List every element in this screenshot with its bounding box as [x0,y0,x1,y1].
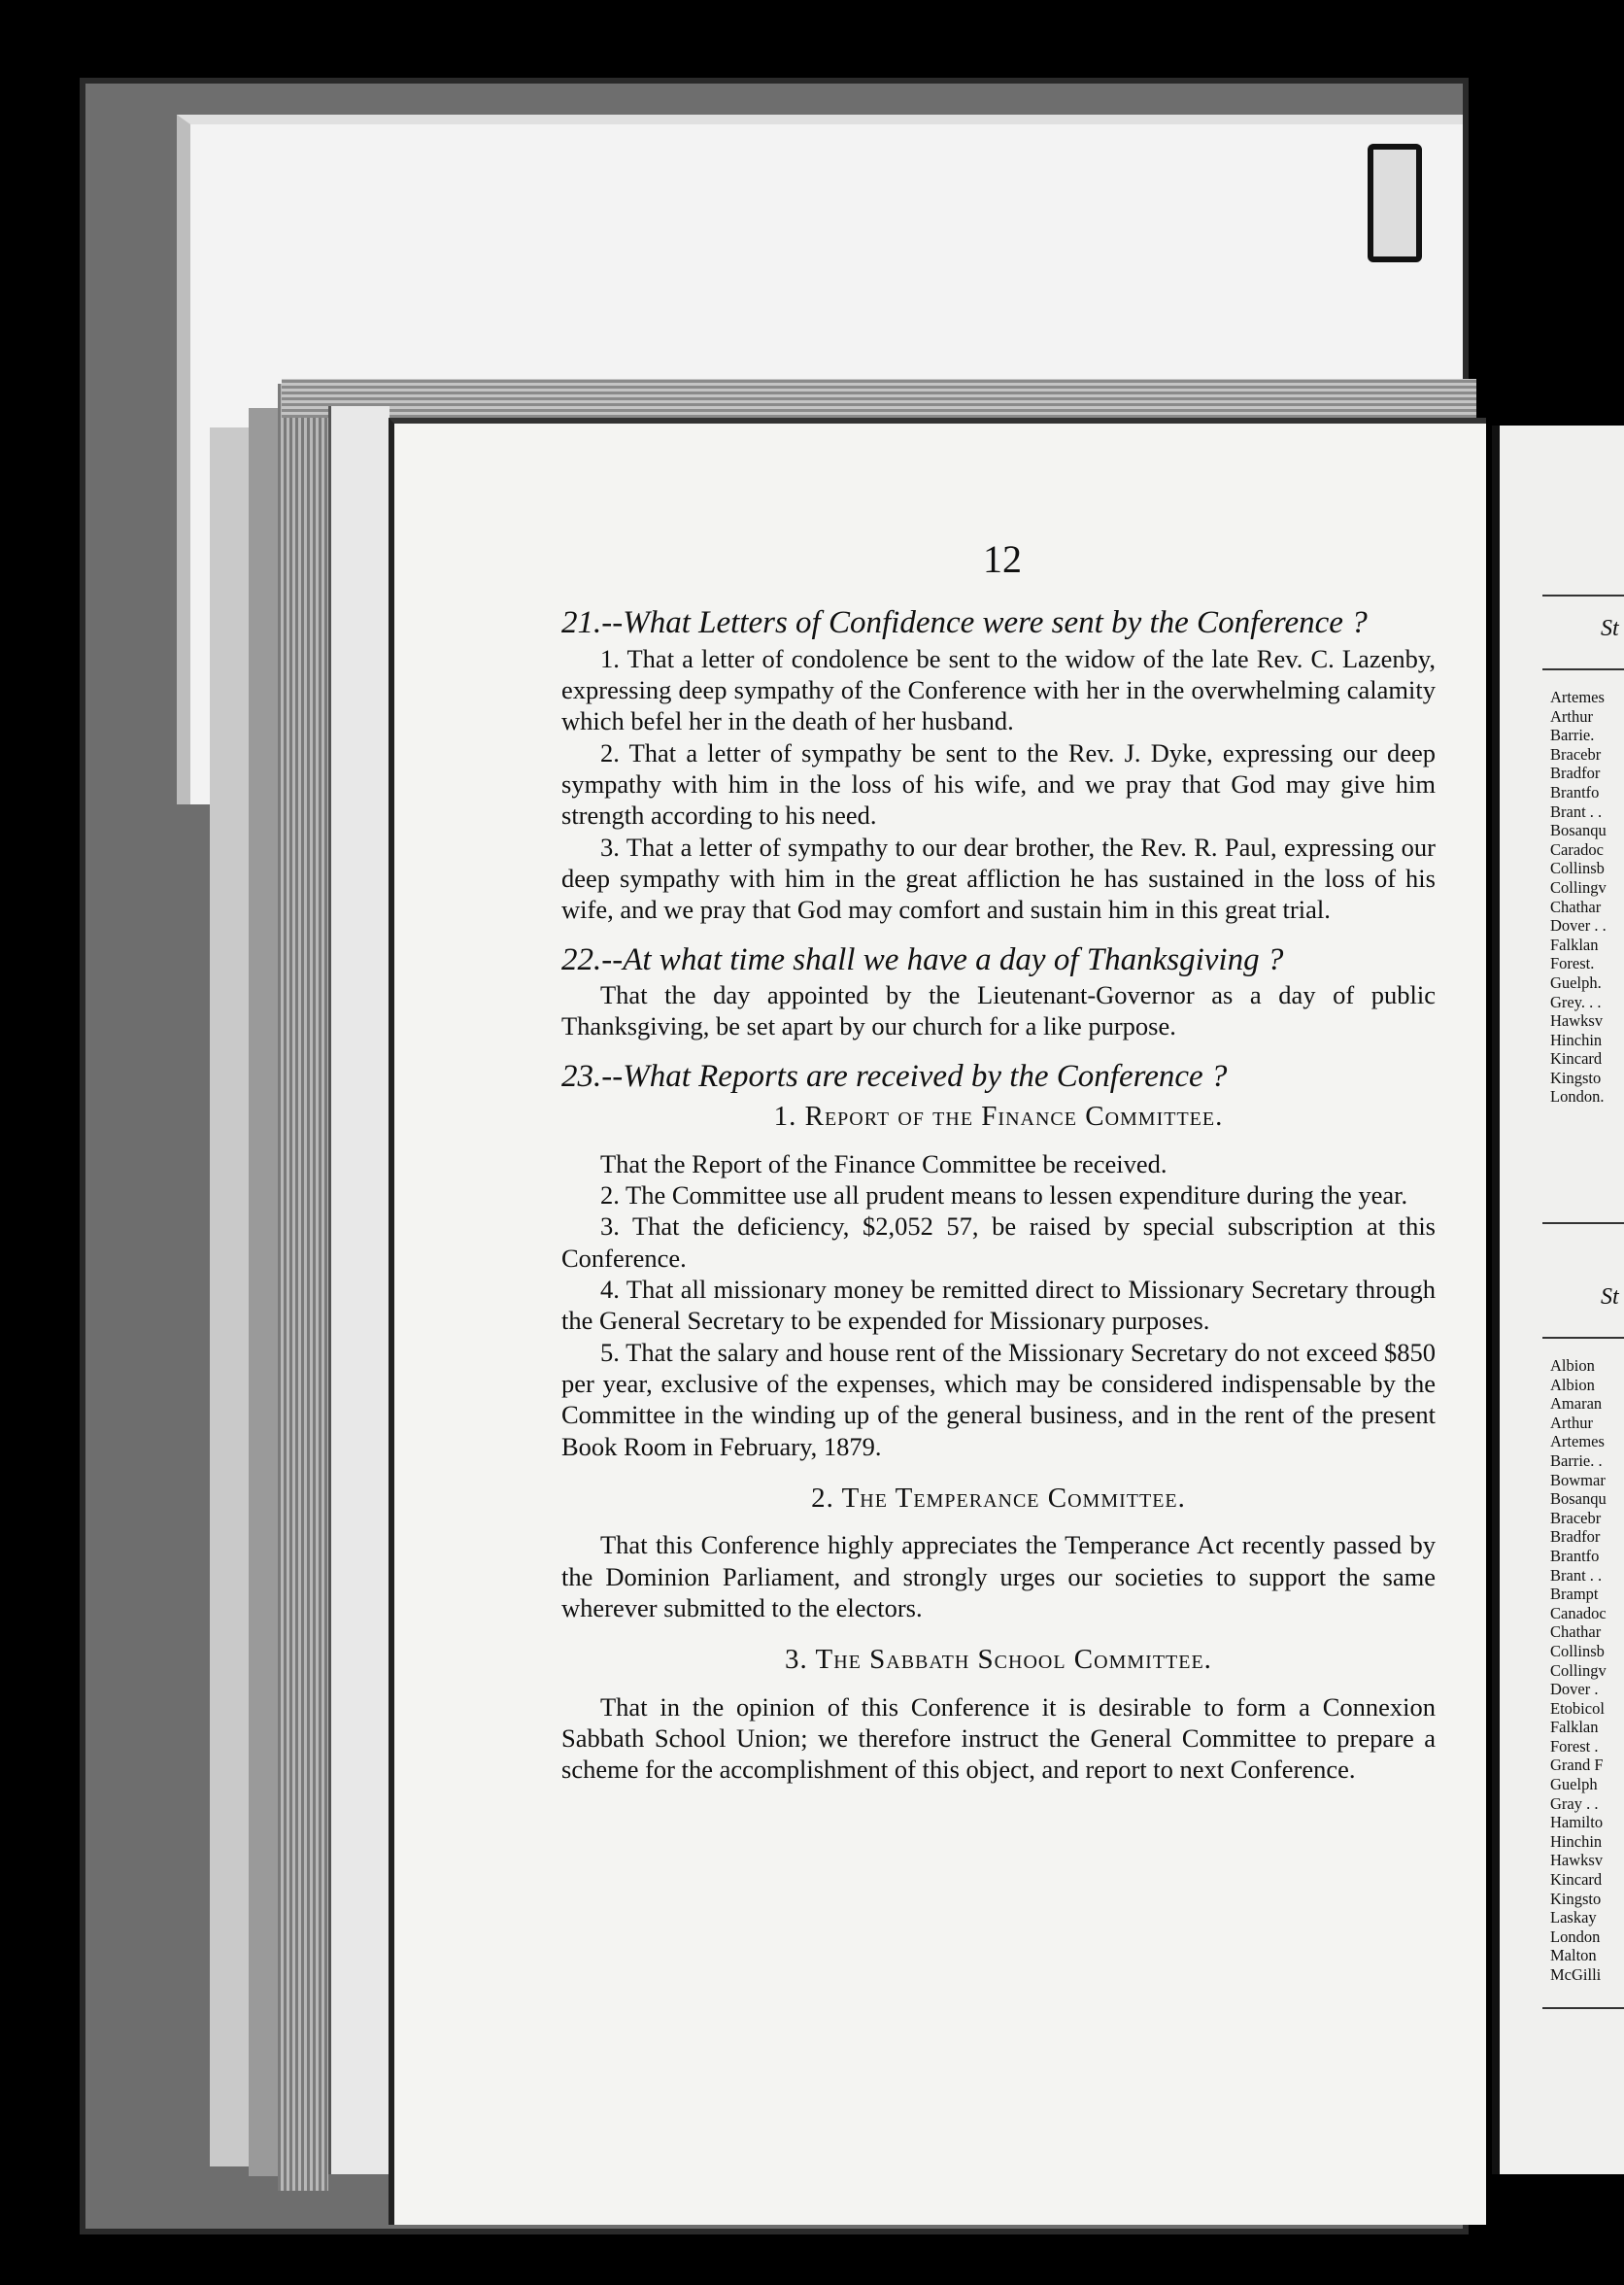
list-item: Gray . . [1550,1793,1599,1813]
paragraph: That this Conference highly appreciates the Temperance Act recently passed by the Dominion Parliament, and strongly urges our societies to support the same wherever submitted to the electors. [561,1530,1436,1623]
report-heading: 2. The Temperance Committee. [811,1483,1186,1515]
paragraph: That in the opinion of this Conference it is desirable to form a Connexion Sabbath School Union; we therefore instruct the General Committee to prepare a scheme for the accomplishment of this object, and report to next Conference. [561,1691,1436,1785]
list-item: Collingv [1550,877,1607,897]
list-item: Brant . . [1550,1565,1603,1585]
list-item: Dover . [1550,1680,1599,1699]
list-item: Barrie. [1550,726,1595,745]
list-item: Bracebr [1550,1508,1602,1527]
list-item: Forest . [1550,1736,1599,1756]
page-stack-edge [278,384,328,2191]
list-item: Hinchin [1550,1831,1603,1851]
list-item: Guelph [1550,1775,1598,1794]
adjacent-page-list [1550,688,1624,1107]
list-item: Brant . . [1550,801,1603,821]
list-item: Malton [1550,1946,1597,1965]
adjacent-page-rule [1542,2007,1624,2009]
paragraph: 2. That a letter of sympathy be sent to the Rev. J. Dyke, expressing our deep sympathy with him in the loss of his wife, and we pray that God may give him strength according to his need. [561,737,1436,831]
question-heading: 23.--What Reports are received by the Conference ? [561,1058,1228,1094]
question-heading: 22.--At what time shall we have a day of Thanksgiving ? [561,941,1284,977]
list-item: Bosanqu [1550,1489,1607,1509]
page-stack-edge [328,406,389,2174]
adjacent-page-heading: St [1601,616,1619,641]
paragraph: 1. That a letter of condolence be sent to the widow of the late Rev. C. Lazenby, expressing deep sympathy of the Conference with her in the overwhelming calamity which befel her in the death of her husband. [561,643,1436,736]
list-item: Hinchin [1550,1030,1603,1049]
list-item: Chathar [1550,897,1602,916]
list-item: Falklan [1550,935,1599,954]
page-clip [1368,144,1422,262]
list-item: Brampt [1550,1585,1599,1604]
list-item: Kincard [1550,1870,1603,1890]
list-item: Kingsto [1550,1889,1602,1908]
list-item: Canadoc [1550,1603,1607,1622]
report-heading: 1. Report of the Finance Committee. [773,1101,1224,1133]
adjacent-page-rule [1542,668,1624,670]
list-item: London [1550,1927,1601,1946]
list-item: Albion [1550,1356,1595,1375]
list-item: Falklan [1550,1718,1599,1737]
paragraph: 2. The Committee use all prudent means to lessen expenditure during the year. [600,1180,1408,1211]
list-item: Dover . . [1550,916,1607,936]
page-content [561,604,1436,1786]
list-item: Bradfor [1550,1527,1601,1547]
adjacent-page-rule [1542,595,1624,597]
list-item: Artemes [1550,688,1605,706]
list-item: Arthur [1550,1413,1593,1432]
list-item: Grey. . . [1550,992,1602,1011]
page-stack-edge [249,408,278,2176]
list-item: Hawksv [1550,1011,1604,1031]
list-item: Bowmar [1550,1470,1606,1489]
list-item: Arthur [1550,706,1593,726]
list-item: Collinsb [1550,859,1605,878]
list-item: Hamilto [1550,1813,1604,1832]
paragraph: 3. That a letter of sympathy to our dear brother, the Rev. R. Paul, expressing our deep sympathy with him in the great affliction he has sustained in the loss of his wife, and we pray that God may comfort and sustain him in this great trial. [561,832,1436,925]
list-item: Artemes [1550,1432,1605,1451]
list-item: London. [1550,1087,1605,1107]
list-item: McGilli [1550,1965,1602,1984]
paragraph: 3. That the deficiency, $2,052 57, be raised by special subscription at this Conference. [561,1211,1436,1273]
list-item: Bradfor [1550,764,1601,783]
list-item: Laskay [1550,1908,1597,1927]
paragraph: That the day appointed by the Lieutenant-Governor as a day of public Thanksgiving, be set apart by our church for a like purpose. [561,980,1436,1041]
paragraph: 5. That the salary and house rent of the Missionary Secretary do not exceed $850 per year, exclusive of the expenses, which may be considered indispensable by the Committee in the winding up of the general business, and in the rent of the present Book Room in February, 1879. [561,1337,1436,1461]
list-item: Hawksv [1550,1851,1604,1870]
list-item: Barrie. . [1550,1450,1603,1470]
list-item: Etobicol [1550,1698,1605,1718]
list-item: Brantfo [1550,1546,1600,1565]
page-stack-top [282,379,1476,418]
list-item: Chathar [1550,1622,1602,1642]
page-number: 12 [983,537,1022,581]
adjacent-page-rule [1542,1337,1624,1339]
list-item: Kincard [1550,1049,1603,1069]
list-item: Bosanqu [1550,821,1607,840]
report-heading: 3. The Sabbath School Committee. [785,1644,1212,1676]
page-stack-edge [210,427,251,2166]
list-item: Amaran [1550,1394,1603,1414]
paragraph: 4. That all missionary money be remitted direct to Missionary Secretary through the General Secretary to be expended for Missionary purposes. [561,1275,1436,1336]
list-item: Brantfo [1550,782,1600,801]
question-heading: 21.--What Letters of Confidence were sent by the Conference ? [561,605,1368,640]
list-item: Caradoc [1550,839,1604,859]
paragraph: That the Report of the Finance Committee be received. [600,1148,1167,1178]
adjacent-page-heading: St [1601,1284,1619,1310]
list-item: Albion [1550,1375,1595,1394]
list-item: Bracebr [1550,744,1602,764]
list-item: Kingsto [1550,1068,1602,1087]
list-item: Grand F [1550,1756,1604,1775]
list-item: Guelph. [1550,972,1602,992]
list-item: Collingv [1550,1660,1607,1680]
adjacent-page-list [1550,1356,1624,1985]
list-item: Forest. [1550,954,1595,973]
list-item: Collinsb [1550,1641,1605,1660]
adjacent-page-rule [1542,1222,1624,1224]
